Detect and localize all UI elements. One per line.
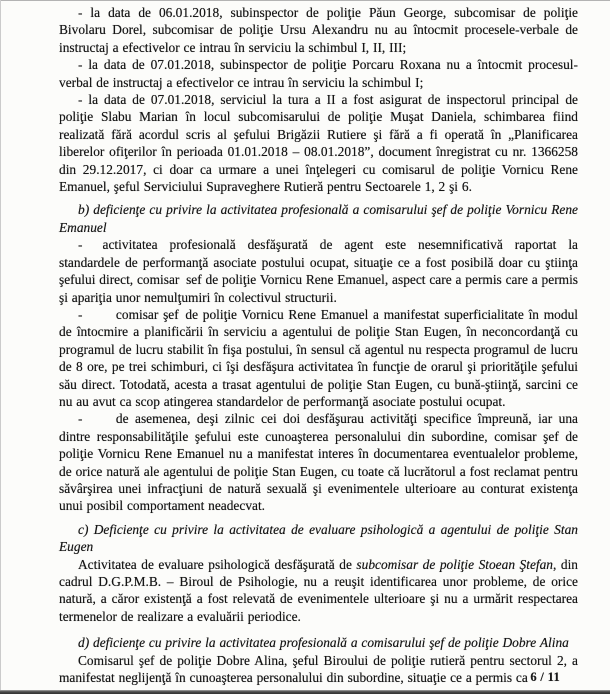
section-d-heading: d) deficienţe cu privire la activitatea profesională a comisarului şef de poliţie Dobre Alina — [78, 635, 569, 651]
section-d-paragraph: Comisarul şef de poliţie Dobre Alina, şeful Biroului de poliţie rutieră pentru sectorul 2, a manifestat neglijenţă în cunoaşterea personalului din subordine, situaţie ce a permis ca — [59, 652, 578, 686]
bullet-item-schimb-tura: - la data de 07.01.2018, serviciul la tura a II a fost asigurat de inspectorul principal de poliţie Slabu Marian în locul subcomisarului de poliţie Muşat Daniela, schimbarea fiind realizată fără acordul scris al şefului Brigăzii Rutiere şi fără a fi operată în „Planificarea liberelor ofiţerilor în perioada 01.01.2018 – 08.01.2018”, document înregistrat cu nr. 1366258 din 29.12.2017, ci doar ca urmare a unei înţelegeri cu comisarul de poliţie Vornicu Rene Emanuel, şeful Serviciului Supraveghere Rutieră pentru Sectoarele 1, 2 şi 6. — [59, 92, 578, 195]
page-number: 6 / 11 — [530, 670, 560, 684]
scan-edge-left — [0, 0, 1, 694]
scan-edge-bottom — [0, 690, 610, 694]
section-b-item-activitate: - activitatea profesională desfăşurată de agent este nesemnificativă raportat la standardele de performanţă asociate postului ocupat, situaţie ce a fost posibilă doar cu ştiinţa şefului direct, comisar sef de poliţie Vornicu Rene Emanuel, aspect care a permis care a permis şi apariţia unor nemulţumiri în colectivul structurii. — [59, 237, 578, 305]
section-c-heading: c) Deficienţe cu privire la activitatea de evaluare psihologică a agentului de poliţie Stan Eugen — [59, 521, 578, 555]
scan-edge-top — [0, 0, 610, 1]
bullet-item-instructaj-07-01: - la data de 07.01.2018, subinspector de poliţie Porcaru Roxana nu a întocmit procesul-verbal de instructaj a efectivelor ce intrau în serviciu la schimbul I; — [59, 57, 578, 90]
paragraph-text-lead: Activitatea de evaluare psihologică desfăşurată de — [78, 556, 357, 572]
paragraph-text-italic-name: subcomisar de poliţie Stoean Ştefan — [356, 556, 554, 572]
section-c-paragraph — [59, 556, 578, 626]
section-b-item-planificare: - comisar şef de poliţie Vornicu Rene Emanuel a manifestat superficialitate în modul de întocmire a planificării în serviciu a agentului de poliţie Stan Eugen, în neconcordanţă cu programul de lucru stabilit în fişa postului, în sensul că agentul nu respecta programul de lucru de 8 ore, pe trei schimburi, ci îşi desfăşura activitatea în funcţie de orarul şi priorităţile şefului său direct. Totodată, acesta a trasat agentului de poliţie Stan Eugen, cu bună-ştiinţă, sarcini ce nu au avut ca scop atingerea standardelor de performanţă asociate postului ocupat. — [59, 306, 578, 409]
paragraph-text-rest: , din cadrul D.G.P.M.B. – Biroul de Psihologie, nu a reuşit identificarea unor probleme, de orice natură, a căror existenţă a fost relevată de evenimentele ulterioare şi nu a urmărit respectarea termenelor de realizare a evaluării periodice. — [59, 556, 578, 624]
bullet-item-instructaj-06-01: - la data de 06.01.2018, subinspector de poliţie Păun George, subcomisar de poliţie Bivolaru Dorel, subcomisar de poliţie Ursu Alexandru nu au întocmit procesele-verbale de instructaj a efectivelor ce intrau în serviciu la schimbul I, II, III; — [59, 5, 578, 55]
section-b-heading: b) deficienţe cu privire la activitatea profesională a comisarului şef de poliţie Vornicu Rene Emanuel — [59, 202, 578, 235]
section-b-item-cunoastere: - de asemenea, deşi zilnic cei doi desfăşurau activităţi specifice împreună, iar una dintre responsabilităţile şefului este cunoaşterea personalului din subordine, comisar şef de poliţie Vornicu Rene Emanuel nu a manifestat interes în documentarea eventualelor probleme, de orice natură ale agentului de poliţie Stan Eugen, cu toate că lucrătorul a fost reclamat pentru săvârşirea unei infracţiuni de natură sexuală şi evenimentele ulterioare au conturat existenţa unui posibil comportament neadecvat. — [59, 411, 578, 514]
